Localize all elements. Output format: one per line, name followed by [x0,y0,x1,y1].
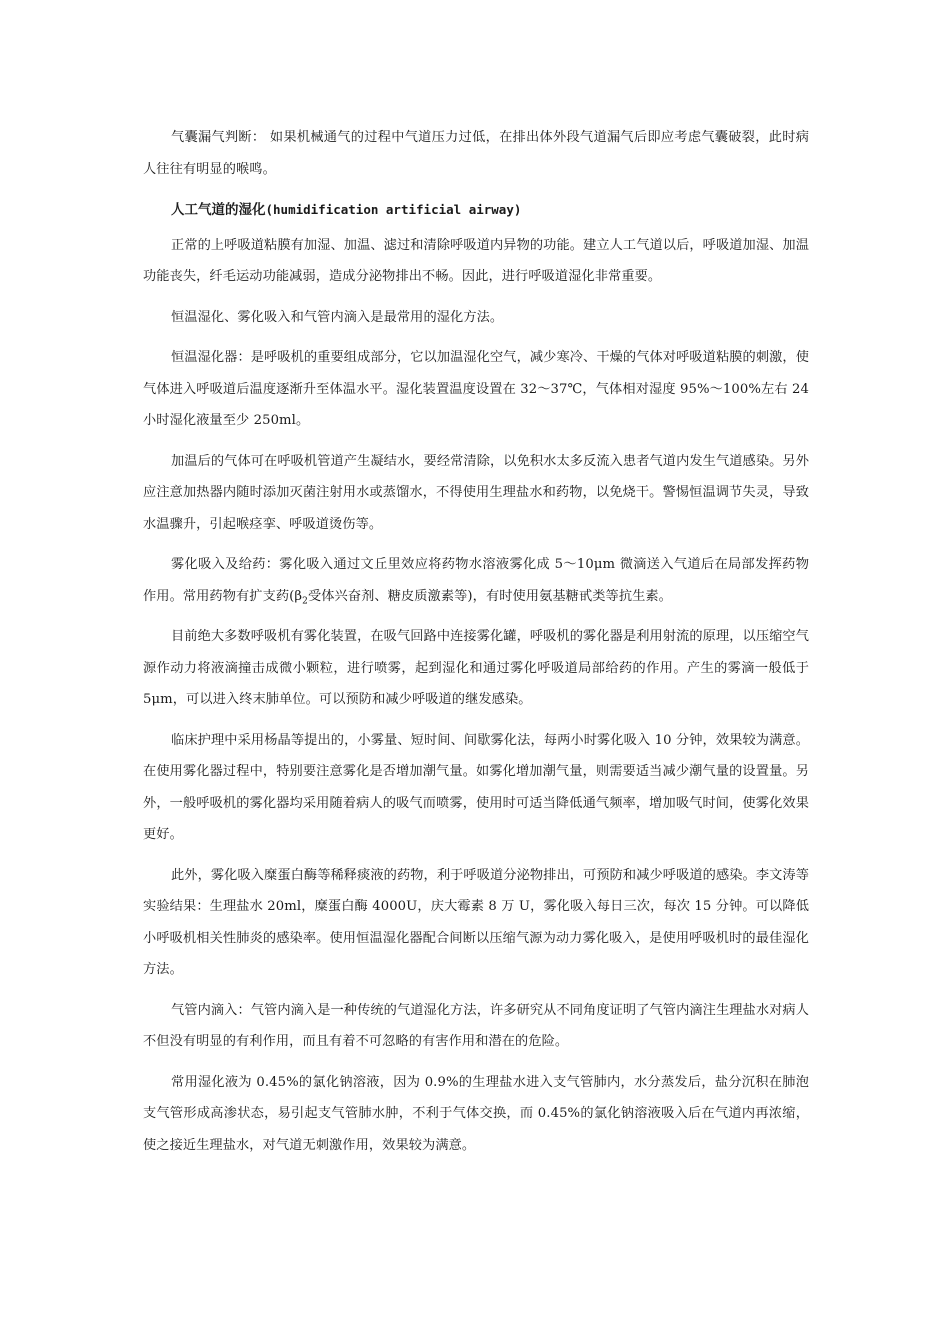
paragraph-airway-function: 正常的上呼吸道粘膜有加湿、加温、滤过和清除呼吸道内异物的功能。建立人工气道以后，呼吸道加湿、加温功能丧失，纤毛运动功能减弱，造成分泌物排出不畅。因此，进行呼吸道湿化非常重要。 [143,237,809,284]
beta-subscript: 2 [302,596,308,607]
section-heading-en: (humidification artificial airway) [265,202,522,217]
paragraph-clinical-nursing: 临床护理中采用杨晶等提出的，小雾量、短时间、间歇雾化法，每两小时雾化吸入 10 分钟，效果较为满意。在使用雾化器过程中，特别要注意雾化是否增加潮气量。如雾化增加潮气量，则需要适当减少潮气量的设置量。另外，一般呼吸机的雾化器均采用随着病人的吸气而喷雾，使用时可适当降低通气频率，增加吸气时间，使雾化效果更好。 [143,732,809,842]
nebulization-text-after: 受体兴奋剂、糖皮质激素等)，有时使用氨基糖甙类等抗生素。 [307,588,672,604]
paragraph-humidification-methods: 恒温湿化、雾化吸入和气管内滴入是最常用的湿化方法。 [171,309,504,325]
paragraph-heated-humidifier: 恒温湿化器：是呼吸机的重要组成部分，它以加温湿化空气，减少寒冷、干燥的气体对呼吸道粘膜的刺激，使气体进入呼吸道后温度逐渐升至体温水平。湿化装置温度设置在 32～37℃，气体相对湿度 95%～100%左右 24 小时湿化液量至少 250ml。 [143,350,809,428]
section-heading-zh: 人工气道的湿化 [171,202,266,218]
paragraph-nebulizer-device: 目前绝大多数呼吸机有雾化装置，在吸气回路中连接雾化罐，呼吸机的雾化器是利用射流的原理，以压缩空气源作动力将液滴撞击成微小颗粒，进行喷雾，起到湿化和通过雾化呼吸道局部给药的作用。产生的雾滴一般低于 5μm，可以进入终末肺单位。可以预防和减少呼吸道的继发感染。 [143,629,809,707]
paragraph-saline-solution: 常用湿化液为 0.45%的氯化钠溶液，因为 0.9%的生理盐水进入支气管肺内，水分蒸发后，盐分沉积在肺泡支气管形成高渗状态，易引起支气管肺水肿，不利于气体交换，而 0.45%的氯化钠溶液吸入后在气道内再浓缩，使之接近生理盐水，对气道无刺激作用，效果较为满意。 [143,1074,809,1153]
section-heading-humidification [143,194,809,227]
paragraph-condensate: 加温后的气体可在呼吸机管道产生凝结水，要经常清除，以免积水太多反流入患者气道内发生气道感染。另外应注意加热器内随时添加灭菌注射用水或蒸馏水，不得使用生理盐水和药物，以免烧干。警惕恒温调节失灵，导致水温骤升，引起喉痉挛、呼吸道烫伤等。 [143,453,809,532]
nebulization-text-before: 雾化吸入及给药：雾化吸入通过文丘里效应将药物水溶液雾化成 5～10μm 微滴送入气道后在局部发挥药物作用。常用药物有扩支药(β [143,557,809,604]
paragraph-tracheal-instillation: 气管内滴入：气管内滴入是一种传统的气道湿化方法，许多研究从不同角度证明了气管内滴注生理盐水对病人不但没有明显的有利作用，而且有着不可忽略的有害作用和潜在的危险。 [143,1002,809,1049]
paragraph-cuff-leak: 气囊漏气判断： 如果机械通气的过程中气道压力过低，在排出体外段气道漏气后即应考虑气囊破裂，此时病人往往有明显的喉鸣。 [143,130,809,177]
paragraph-nebulization [143,549,809,612]
paragraph-chymotrypsin: 此外，雾化吸入糜蛋白酶等稀释痰液的药物，利于呼吸道分泌物排出，可预防和减少呼吸道的感染。李文涛等实验结果：生理盐水 20ml，糜蛋白酶 4000U，庆大霉素 8 万 U，雾化吸入每日三次，每次 15 分钟。可以降低小呼吸机相关性肺炎的感染率。使用恒温湿化器配合间断以压缩气源为动力雾化吸入，是使用呼吸机时的最佳湿化方法。 [143,867,809,977]
document-body [143,122,809,1170]
